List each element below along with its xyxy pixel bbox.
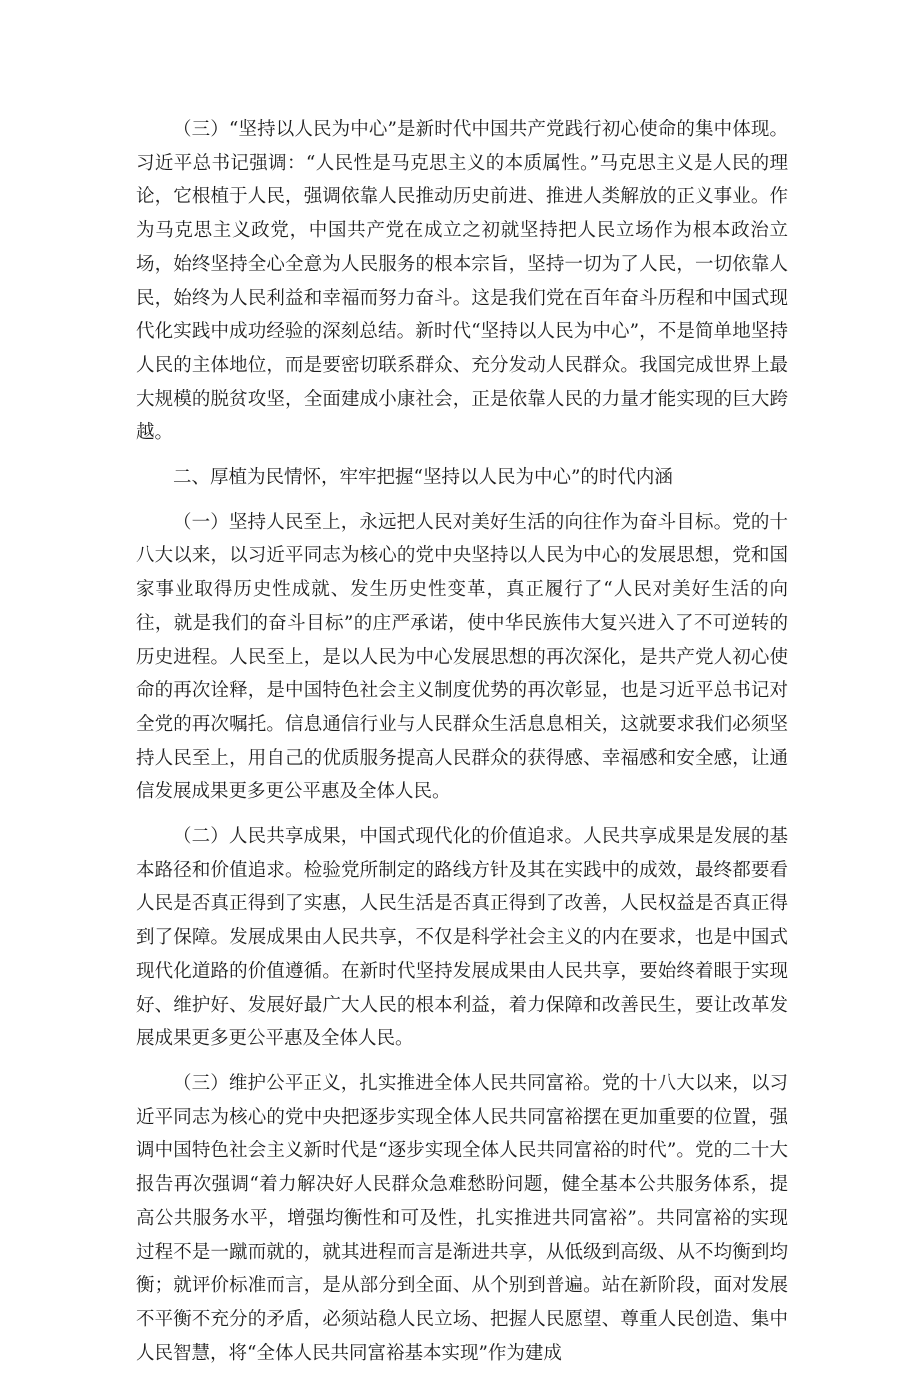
section-heading-two: 二、厚植为民情怀，牢牢把握“坚持以人民为中心”的时代内涵 — [173, 467, 673, 489]
paragraph-common-prosperity: （三）维护公平正义，扎实推进全体人民共同富裕。党的十八大以来，以习近平同志为核心的党中央把逐步实现全体人民共同富裕摆在更加重要的位置，强调中国特色社会主义新时代是“逐步实现全体人民共同富裕的时代”。党的二十大报告再次强调“着力解决好人民群众急难愁盼问题，健全基本公共服务体系，提高公共服务水平，增强均衡性和可及性，扎实推进共同富裕”。共同富裕的实现过程不是一蹴而就的，就其进程而言是渐进共享，从低级到高级、从不均衡到均衡；就评价标准而言，是从部分到全面、从个别到普遍。站在新阶段，面对发展不平衡不充分的矛盾，必须站稳人民立场、把握人民愿望、尊重人民创造、集中人民智慧，将“全体人民共同富裕基本实现”作为建成 — [136, 1072, 788, 1364]
paragraph-shared-results: （二）人民共享成果，中国式现代化的价值追求。人民共享成果是发展的基本路径和价值追求。检验党所制定的路线方针及其在实践中的成效，最终都要看人民是否真正得到了实惠，人民生活是否真正得到了改善，人民权益是否真正得到了保障。发展成果由人民共享，不仅是科学社会主义的内在要求，也是中国式现代化道路的价值遵循。在新时代坚持发展成果由人民共享，要始终着眼于实现好、维护好、发展好最广大人民的根本利益，着力保障和改善民生，要让改革发展成果更多更公平惠及全体人民。 — [136, 826, 788, 1050]
paragraph-people-centered: （三）“坚持以人民为中心”是新时代中国共产党践行初心使命的集中体现。习近平总书记强调：“人民性是马克思主义的本质属性。”马克思主义是人民的理论，它根植于人民，强调依靠人民推动历史前进、推进人类解放的正义事业。作为马克思主义政党，中国共产党在成立之初就坚持把人民立场作为根本政治立场，始终坚持全心全意为人民服务的根本宗旨，坚持一切为了人民，一切依靠人民，始终为人民利益和幸福而努力奋斗。这是我们党在百年奋斗历程和中国式现代化实践中成功经验的深刻总结。新时代“坚持以人民为中心”，不是简单地坚持人民的主体地位，而是要密切联系群众、充分发动人民群众。我国完成世界上最大规模的脱贫攻坚，全面建成小康社会，正是依靠人民的力量才能实现的巨大跨越。 — [136, 119, 788, 444]
document-body — [136, 113, 788, 1381]
paragraph-people-first: （一）坚持人民至上，永远把人民对美好生活的向往作为奋斗目标。党的十八大以来，以习近平同志为核心的党中央坚持以人民为中心的发展思想，党和国家事业取得历史性成就、发生历史性变革，真正履行了“人民对美好生活的向往，就是我们的奋斗目标”的庄严承诺，使中华民族伟大复兴进入了不可逆转的历史进程。人民至上，是以人民为中心发展思想的再次深化，是共产党人初心使命的再次诠释，是中国特色社会主义制度优势的再次彰显，也是习近平总书记对全党的再次嘱托。信息通信行业与人民群众生活息息相关，这就要求我们必须坚持人民至上，用自己的优质服务提高人民群众的获得感、幸福感和安全感，让通信发展成果更多更公平惠及全体人民。 — [136, 511, 788, 803]
